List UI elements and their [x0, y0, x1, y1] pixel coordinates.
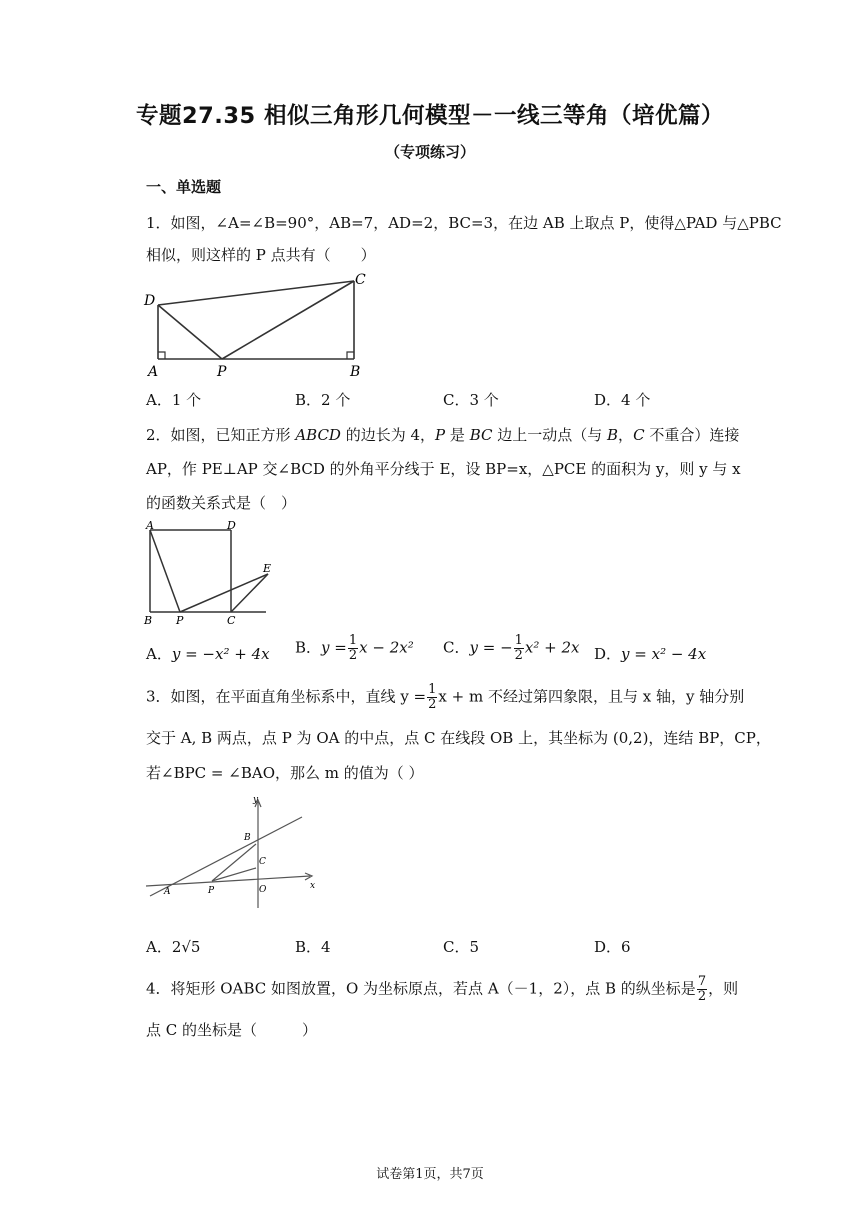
q2-option-d[interactable]: D．y = x² − 4x — [594, 645, 707, 663]
q2-text-line2: AP，作 PE⊥AP 交∠BCD 的外角平分线于 E，设 BP=x，△PCE 的面积为 y，则 y 与 x — [146, 460, 741, 478]
section-heading: 一、单选题 — [146, 178, 222, 196]
q2-label-a: A — [146, 519, 154, 532]
q1-label-c: C — [355, 272, 366, 288]
q2-label-b: B — [144, 614, 153, 627]
q3-figure — [140, 794, 340, 914]
q1-label-d: D — [144, 293, 156, 309]
q2-option-c[interactable]: C．y = − $\frac{1}{2}$ x² + 2x — [443, 633, 580, 663]
q2-option-a[interactable]: A．y = −x² + 4x — [146, 645, 270, 663]
page-title: 专题27.35 相似三角形几何模型－一线三等角（培优篇） — [135, 103, 724, 129]
q4-text-line2: 点 C 的坐标是（ ） — [146, 1021, 318, 1039]
q2-text-line3: 的函数关系式是（ ） — [146, 494, 297, 512]
q3-label-o: O — [259, 885, 267, 895]
page-subtitle: （专项练习） — [384, 143, 475, 161]
q1-label-a: A — [148, 364, 159, 380]
q1-option-b[interactable]: B．2 个 — [295, 391, 351, 409]
q1-label-p: P — [217, 364, 227, 380]
q1-label-b: B — [350, 364, 361, 380]
q3-label-c: C — [259, 857, 266, 867]
q2-label-e: E — [263, 562, 272, 575]
q3-label-p: P — [208, 886, 215, 896]
q3-option-c[interactable]: C．5 — [443, 938, 480, 956]
page-footer: 试卷第1页，共7页 — [376, 1167, 484, 1182]
q3-text-line1: 3．如图，在平面直角坐标系中，直线 y = $\frac{1}{2}$ x + m 不经过第四象限，且与 x 轴，y 轴分别 — [146, 682, 745, 712]
q3-label-a: A — [164, 887, 171, 897]
q3-option-b[interactable]: B．4 — [295, 938, 331, 956]
q1-text-line2: 相似，则这样的 P 点共有（ ） — [146, 246, 376, 264]
q2-label-c: C — [227, 614, 236, 627]
q2-label-p: P — [176, 614, 184, 627]
q3-text-line2: 交于 A, B 两点，点 P 为 OA 的中点，点 C 在线段 OB 上，其坐标为 (0,2)，连结 BP，CP， — [146, 729, 771, 747]
q2-label-d: D — [227, 519, 236, 532]
q2-option-b[interactable]: B．y = $\frac{1}{2}$ x − 2x² — [295, 633, 414, 663]
q4-text-line1: 4．将矩形 OABC 如图放置，O 为坐标原点，若点 A（－1，2），点 B 的纵坐标是 $\frac{7}{2}$ ，则 — [146, 974, 739, 1004]
q3-label-x: x — [310, 881, 316, 891]
q2-text-line1: 2．如图，已知正方形 ABCD 的边长为 4，P 是 BC 边上一动点（与 B，C 不重合）连接 — [146, 426, 740, 444]
q3-label-b: B — [244, 833, 251, 843]
q1-option-a[interactable]: A．1 个 — [146, 391, 202, 409]
q2-figure — [140, 518, 280, 628]
q3-option-a[interactable]: A．2√5 — [146, 938, 201, 956]
q1-option-c[interactable]: C．3 个 — [443, 391, 499, 409]
q3-text-line3: 若∠BPC = ∠BAO，那么 m 的值为（ ） — [146, 764, 424, 782]
q1-figure — [140, 268, 370, 380]
q1-text-line1: 1．如图，∠A=∠B=90°，AB=7，AD=2，BC=3，在边 AB 上取点 P，使得△PAD 与△PBC — [146, 214, 782, 232]
q3-option-d[interactable]: D．6 — [594, 938, 631, 956]
q1-option-d[interactable]: D．4 个 — [594, 391, 651, 409]
q3-label-y: y — [253, 795, 259, 805]
